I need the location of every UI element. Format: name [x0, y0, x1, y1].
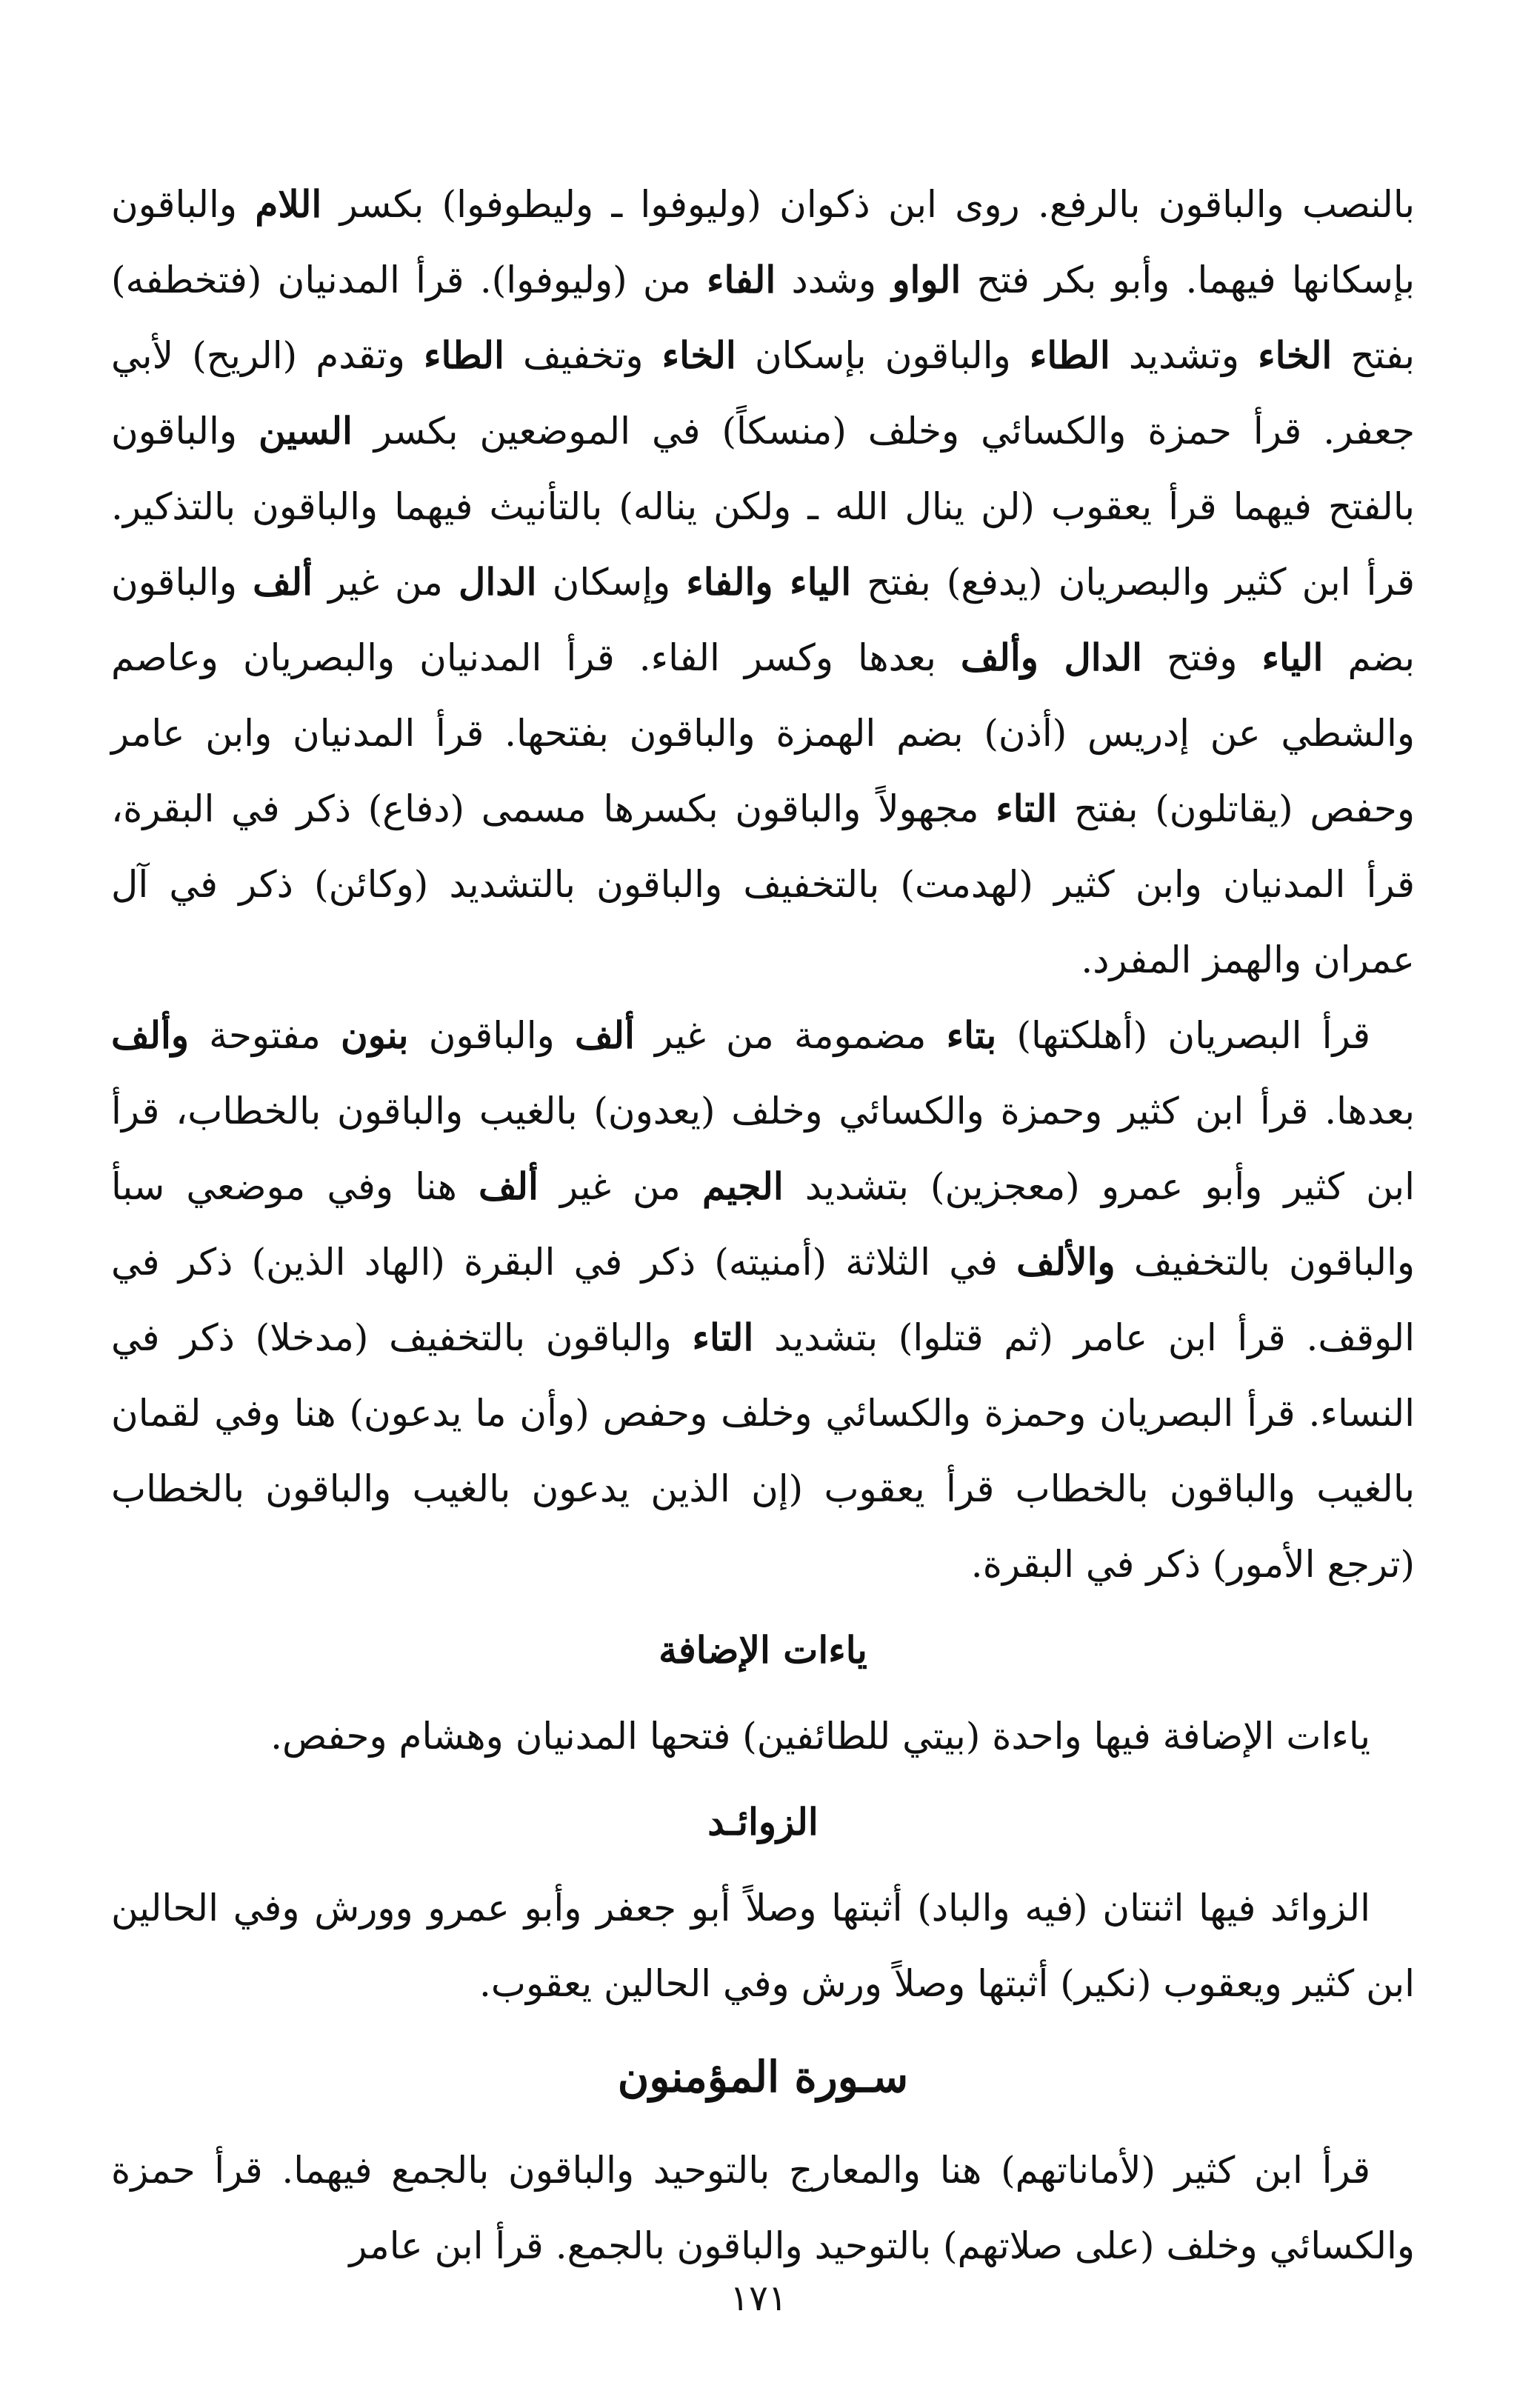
bold-term: ألف — [574, 1013, 635, 1057]
bold-term: الخاء — [661, 333, 736, 377]
bold-term: اللام — [255, 182, 322, 226]
paragraph-4: الزوائد فيها اثنتان (فيه والباد) أثبتها وصلاً أبو جعفر وأبو عمرو وورش وفي الحالين ابن كثير ويعقوب (نكير) أثبتها وصلاً ورش وفي الحالين يعقوب. — [111, 1887, 1415, 2005]
bold-term: الطاء — [1029, 333, 1110, 377]
bold-term: الواو — [892, 258, 961, 301]
bold-term: السين — [258, 409, 353, 453]
page-body — [111, 167, 1415, 2344]
paragraph-3: ياءات الإضافة فيها واحدة (بيتي للطائفين) فتحها المدنيان وهشام وحفص. — [270, 1715, 1370, 1758]
page-number: ١٧١ — [730, 2278, 787, 2319]
bold-term: الخاء — [1258, 333, 1333, 377]
bold-term: الياء والفاء — [686, 560, 852, 604]
bold-term: الفاء — [707, 258, 776, 301]
paragraph-5: قرأ ابن كثير (لأماناتهم) هنا والمعارج بالتوحيد والباقون بالجمع فيهما. قرأ حمزة والكسائي وخلف (على صلاتهم) بالتوحيد والباقون بالجمع. قرأ ابن عامر — [111, 2149, 1415, 2267]
bold-term: والألف — [1016, 1240, 1116, 1284]
bold-term: ألف — [479, 1164, 539, 1208]
heading-ya-idafa: ياءات الإضافة — [659, 1628, 867, 1672]
bold-term: التاء — [692, 1315, 754, 1359]
bold-term: ألف — [253, 560, 313, 604]
bold-term: بنون — [341, 1013, 409, 1057]
heading-surah-muminun: سـورة المؤمنون — [617, 2052, 909, 2102]
bold-term: الجيم — [701, 1164, 784, 1208]
bold-term: الطاء — [424, 333, 504, 377]
heading-zawaid: الزوائـد — [707, 1800, 818, 1844]
bold-term: التاء — [996, 787, 1058, 830]
bold-term: وألف — [111, 1013, 190, 1057]
paragraph-2: قرأ البصريان (أهلكتها) بتاء مضمومة من غير ألف والباقون بنون مفتوحة وألف بعدها. قرأ ابن كثير وحمزة والكسائي وخلف (يعدون) بالغيب والباقون بالخطاب، قرأ ابن كثير وأبو عمرو (معجزين) بتشديد الجيم من غير ألف هنا وفي موضعي سبأ والباقون بالتخفيف والألف في الثلاثة (أمنيته) ذكر في البقرة (الهاد الذين) ذكر في الوقف. قرأ ابن عامر (ثم قتلوا) بتشديد التاء والباقون بالتخفيف (مدخلا) ذكر في النساء. قرأ البصريان وحمزة والكسائي وخلف وحفص (وأن ما يدعون) هنا وفي لقمان بالغيب والباقون بالخطاب قرأ يعقوب (إن الذين يدعون بالغيب والباقون بالخطاب (ترجع الأمور) ذكر في البقرة. — [111, 1013, 1416, 1586]
paragraph-1: بالنصب والباقون بالرفع. روى ابن ذكوان (وليوفوا ـ وليطوفوا) بكسر اللام والباقون بإسكانها فيهما. وأبو بكر فتح الواو وشدد الفاء من (وليوفوا). قرأ المدنيان (فتخطفه) بفتح الخاء وتشديد الطاء والباقون بإسكان الخاء وتخفيف الطاء وتقدم (الريح) لأبي جعفر. قرأ حمزة والكسائي وخلف (منسكاً) في الموضعين بكسر السين والباقون بالفتح فيهما قرأ يعقوب (لن ينال الله ـ ولكن يناله) بالتأنيث فيهما والباقون بالتذكير. قرأ ابن كثير والبصريان (يدفع) بفتح الياء والفاء وإسكان الدال من غير ألف والباقون بضم الياء وفتح الدال وألف بعدها وكسر الفاء. قرأ المدنيان والبصريان وعاصم والشطي عن إدريس (أذن) بضم الهمزة والباقون بفتحها. قرأ المدنيان وابن عامر وحفص (يقاتلون) بفتح التاء مجهولاً والباقون بكسرها مسمى (دفاع) ذكر في البقرة، قرأ المدنيان وابن كثير (لهدمت) بالتخفيف والباقون بالتشديد (وكائن) ذكر في آل عمران والهمز المفرد. — [111, 182, 1416, 981]
bold-term: الياء — [1261, 636, 1324, 679]
bold-term: بتاء — [946, 1013, 997, 1057]
bold-term: الدال وألف — [960, 636, 1143, 679]
bold-term: الدال — [458, 560, 537, 604]
